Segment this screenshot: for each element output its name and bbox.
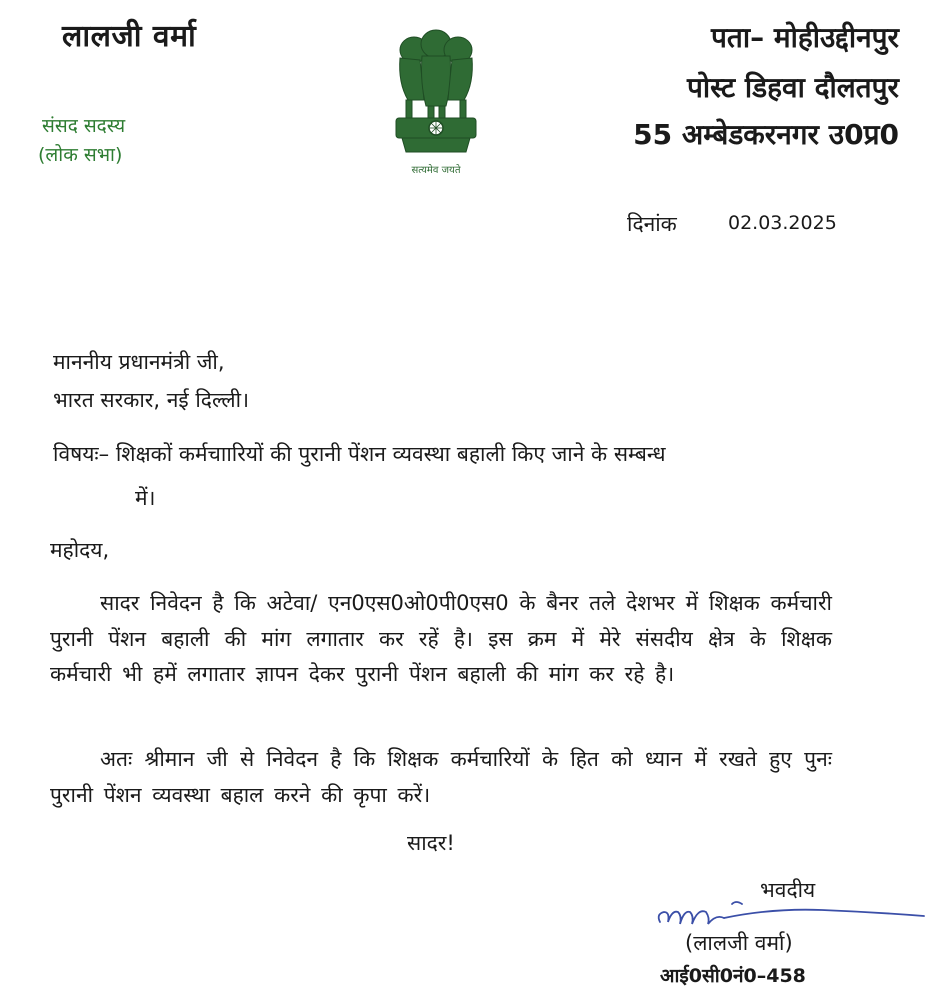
address-line3: 55 अम्बेडकरनगर उ0प्र0 bbox=[633, 118, 899, 151]
date-label: दिनांक bbox=[627, 212, 677, 236]
address-line2: पोस्ट डिहवा दौलतपुर bbox=[687, 71, 899, 104]
valediction: भवदीय bbox=[760, 878, 816, 902]
closing: सादर! bbox=[407, 831, 455, 855]
subject bbox=[53, 432, 853, 520]
date-value: 02.03.2025 bbox=[728, 212, 837, 234]
paragraph-2: अतः श्रीमान जी से निवेदन है कि शिक्षक कर्मचारियों के हित को ध्यान में रखते हुए पुनः पुरानी पेंशन व्यवस्था बहाल करने की कृपा करें। bbox=[50, 747, 832, 807]
salutation: महोदय, bbox=[50, 538, 110, 562]
designation-line1: संसद सदस्य bbox=[42, 115, 126, 137]
recipient-line2: भारत सरकार, नई दिल्ली। bbox=[53, 388, 250, 412]
designation-line2: (लोक सभा) bbox=[38, 144, 123, 166]
subject-line1: विषयः– शिक्षकों कर्मचाारियों की पुरानी पेंशन व्यवस्था बहाली किए जाने के सम्बन्ध bbox=[53, 442, 666, 466]
emblem-motto: सत्यमेव जयते bbox=[411, 165, 461, 176]
sender-name: लालजी वर्मा bbox=[62, 19, 197, 54]
paragraph-1: सादर निवेदन है कि अटेवा/ एन0एस0ओ0पी0एस0 के बैनर तले देशभर में शिक्षक कर्मचारी पुरानी पेंशन बहाली की मांग लगातार कर रहें है। इस क्रम में मेरे संसदीय क्षेत्र के शिक्षक कर्मचारी भी हमें लगातार ज्ञापन देकर पुरानी पेंशन बहाली की मांग कर रहे है। bbox=[50, 591, 832, 686]
national-emblem-icon bbox=[392, 28, 480, 180]
signatory-name: (लालजी वर्मा) bbox=[685, 931, 793, 955]
recipient-line1: माननीय प्रधानमंत्री जी, bbox=[53, 350, 225, 374]
subject-line2: में। bbox=[135, 486, 156, 510]
address-line1: पता– मोहीउद्दीनपुर bbox=[710, 21, 899, 54]
ic-number: आई0सी0नं0–458 bbox=[660, 965, 806, 987]
